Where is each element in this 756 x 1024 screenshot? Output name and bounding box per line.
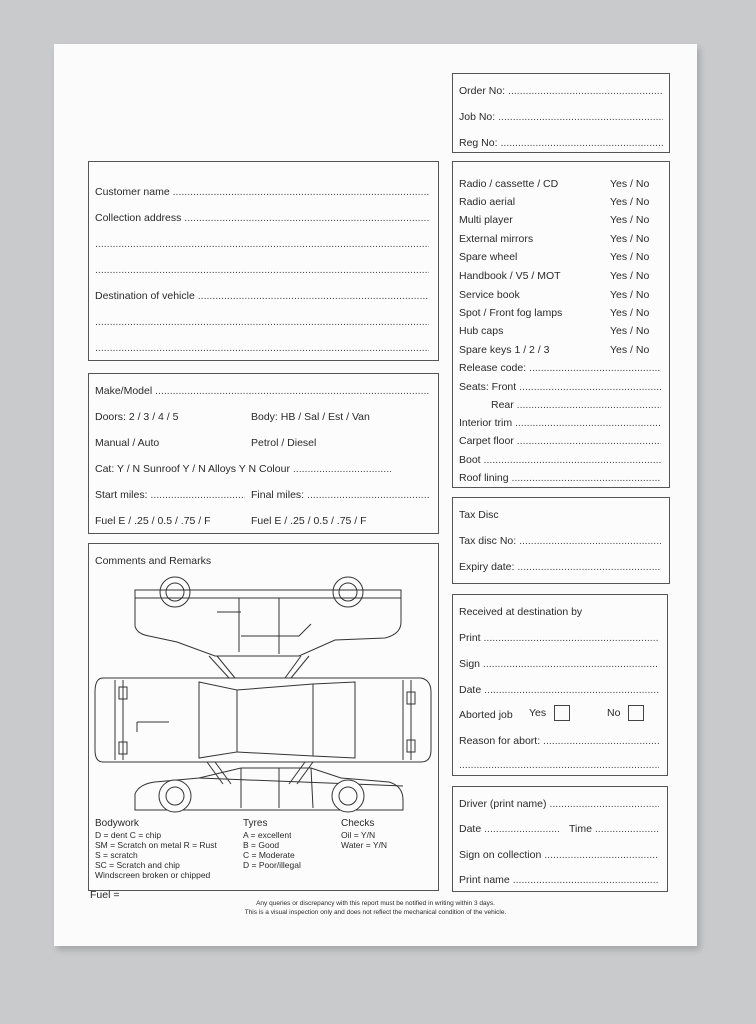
driver-date-field[interactable]: Date ..... [459,823,559,835]
sign-on-collection-field[interactable]: Sign on collection ..... [459,849,659,861]
collection-address-field[interactable]: Collection address ..... [95,212,429,224]
tyres-legend-1: A = excellent [243,830,292,840]
aborted-job-label: Aborted job [459,709,513,721]
doors-option[interactable]: Doors: 2 / 3 / 4 / 5 [95,411,179,423]
check-item-yes-no[interactable]: Yes / No [610,344,650,356]
footer-note-1: Any queries or discrepancy with this report must be notified in writing within 3 days. [256,900,495,907]
driver-box [452,786,668,892]
aborted-no-option[interactable] [607,705,644,721]
check-item-label: Service book [459,289,520,301]
footer-note-2: This is a visual inspection only and does not reflect the mechanical condition of the vehicle. [244,909,507,916]
boot-field[interactable]: Boot ..... [459,454,661,466]
expiry-date-field[interactable]: Expiry date: ..... [459,561,661,573]
seats-rear-field[interactable]: Rear ..... [491,399,661,411]
driver-time-field[interactable]: Time ..... [569,823,659,835]
body-option[interactable]: Body: HB / Sal / Est / Van [251,411,370,423]
reg-no-field[interactable]: Reg No: ..... [459,137,663,149]
checks-title: Checks [341,819,375,829]
tyres-legend-4: D = Poor/illegal [243,860,301,870]
check-item-yes-no[interactable]: Yes / No [610,270,650,282]
receipt-sign-field[interactable]: Sign ..... [459,658,659,670]
check-item-label: Spare wheel [459,251,518,263]
reference-box [452,73,670,153]
tyres-legend-3: C = Moderate [243,850,295,860]
destination-field[interactable]: Destination of vehicle ..... [95,290,429,302]
check-item-label: Multi player [459,214,513,226]
bodywork-legend-5: Windscreen broken or chipped [95,870,211,880]
comments-title: Comments and Remarks [95,555,212,567]
roof-lining-field[interactable]: Roof lining ..... [459,472,661,484]
check-item-label: Radio aerial [459,196,516,208]
receipt-title: Received at destination by [459,606,583,618]
destination-receipt-box [452,594,668,776]
interior-trim-field[interactable]: Interior trim ..... [459,417,661,429]
bodywork-title: Bodywork [95,819,139,829]
seats-front-field[interactable]: Seats: Front ..... [459,381,661,393]
customer-name-field[interactable]: Customer name ..... [95,186,429,198]
transmission-option[interactable]: Manual / Auto [95,437,160,449]
checks-legend-2: Water = Y/N [341,840,388,850]
aborted-no-label: No [607,706,621,719]
check-item-label: Hub caps [459,325,504,337]
aborted-yes-option[interactable] [529,705,570,721]
make-model-field[interactable]: Make/Model ..... [95,385,429,397]
tax-disc-title: Tax Disc [459,509,499,521]
diagram-connectors [209,656,309,678]
destination-line-3[interactable] [95,342,429,354]
aborted-yes-checkbox[interactable] [554,705,570,721]
fuel-label[interactable]: Fuel = [90,889,120,901]
form-sheet [54,44,697,946]
collection-address-line-2[interactable] [95,238,429,250]
fuel-start-option[interactable]: Fuel E / .25 / 0.5 / .75 / F [95,515,211,527]
start-miles-field[interactable]: Start miles: ..... [95,489,245,501]
collection-address-line-3[interactable] [95,264,429,276]
aborted-yes-label: Yes [529,706,547,719]
check-item-yes-no[interactable]: Yes / No [610,214,650,226]
checklist-box [452,161,670,488]
check-item-label: External mirrors [459,233,534,245]
abort-reason-line-2[interactable] [459,759,659,771]
check-item-label: Spot / Front fog lamps [459,307,563,319]
release-code-field[interactable]: Release code: ..... [459,362,661,374]
customer-box [88,161,439,361]
bodywork-legend-3: S = scratch [95,850,138,860]
car-plan-view [95,678,431,762]
checks-legend-1: Oil = Y/N [341,830,376,840]
comments-box [88,543,439,891]
driver-name-field[interactable]: Driver (print name) ..... [459,798,659,810]
check-item-yes-no[interactable]: Yes / No [610,196,650,208]
final-miles-field[interactable]: Final miles: ..... [251,489,429,501]
bodywork-legend-2: SM = Scratch on metal R = Rust [95,840,217,850]
fuel-end-option[interactable]: Fuel E / .25 / 0.5 / .75 / F [251,515,367,527]
car-side-view-top [135,577,401,656]
car-wheels-bottom [89,772,438,822]
abort-reason-field[interactable]: Reason for abort: ..... [459,735,659,747]
receipt-print-field[interactable]: Print ..... [459,632,659,644]
check-item-label: Radio / cassette / CD [459,178,559,190]
check-item-yes-no[interactable]: Yes / No [610,233,650,245]
check-item-yes-no[interactable]: Yes / No [610,289,650,301]
fuel-type-option[interactable]: Petrol / Diesel [251,437,317,449]
tax-disc-box [452,497,670,584]
bodywork-legend-1: D = dent C = chip [95,830,162,840]
bodywork-legend-4: SC = Scratch and chip [95,860,180,870]
vehicle-box [88,373,439,534]
destination-line-2[interactable] [95,316,429,328]
tyres-title: Tyres [243,819,268,829]
check-item-label: Spare keys 1 / 2 / 3 [459,344,550,356]
receipt-date-field[interactable]: Date ..... [459,684,659,696]
check-item-yes-no[interactable]: Yes / No [610,178,650,190]
order-no-field[interactable]: Order No: ..... [459,85,663,97]
check-item-yes-no[interactable]: Yes / No [610,325,650,337]
print-name-field[interactable]: Print name ..... [459,874,659,886]
check-item-yes-no[interactable]: Yes / No [610,307,650,319]
extras-field[interactable]: Cat: Y / N Sunroof Y / N Alloys Y N Colour ..... [95,463,391,475]
check-item-yes-no[interactable]: Yes / No [610,251,650,263]
carpet-floor-field[interactable]: Carpet floor ..... [459,435,661,447]
check-item-label: Handbook / V5 / MOT [459,270,561,282]
tax-disc-no-field[interactable]: Tax disc No: ..... [459,535,661,547]
job-no-field[interactable]: Job No: ..... [459,111,663,123]
aborted-no-checkbox[interactable] [628,705,644,721]
tyres-legend-2: B = Good [243,840,280,850]
